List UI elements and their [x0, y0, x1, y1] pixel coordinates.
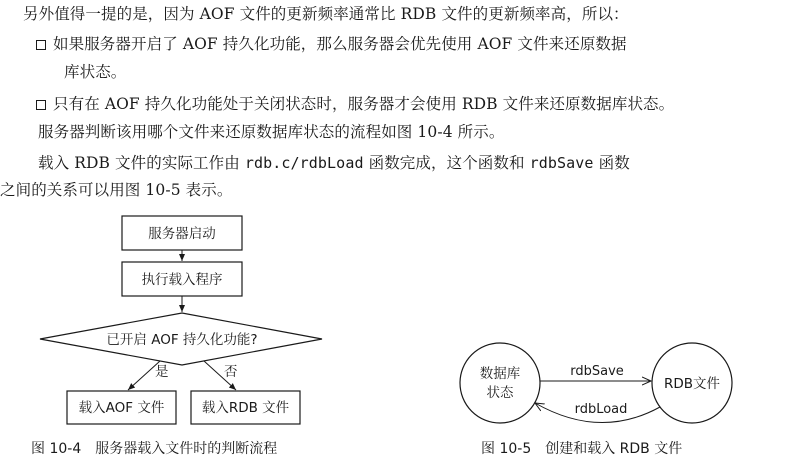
bullet-1-continuation: 库状态。	[64, 63, 127, 81]
flow-decision-label: 已开启 AOF 持久化功能?	[106, 332, 258, 348]
load-text-3: 函数	[593, 154, 630, 172]
edge-rdbload-label: rdbLoad	[574, 402, 628, 417]
figure-10-5-caption: 图 10-5 创建和载入 RDB 文件	[481, 441, 683, 457]
edge-rdbsave-label: rdbSave	[570, 364, 624, 379]
node-db-state	[460, 343, 540, 423]
flow-exec-label: 执行载入程序	[141, 272, 223, 288]
bullet-1-text: 如果服务器开启了 AOF 持久化功能，那么服务器会优先使用 AOF 文件来还原数据	[53, 35, 627, 53]
figure-10-4	[40, 216, 322, 424]
paragraph-load-line2: 之间的关系可以用图 10-5 表示。	[0, 181, 233, 199]
code-rdbsave: rdbSave	[529, 154, 594, 172]
load-text-2: 函数完成，这个函数和	[363, 154, 530, 172]
node-rdb-label: RDB文件	[663, 376, 721, 392]
paragraph-flow-ref: 服务器判断该用哪个文件来还原数据库状态的流程如图 10-4 所示。	[38, 123, 505, 141]
paragraph-intro: 另外值得一提的是，因为 AOF 文件的更新频率通常比 RDB 文件的更新频率高，所以：	[23, 5, 629, 23]
node-db-label-2: 状态	[486, 385, 514, 401]
flow-no-label: 否	[224, 364, 238, 380]
load-text-1: 载入 RDB 文件的实际工作由	[38, 154, 245, 172]
bullet-2-text: 只有在 AOF 持久化功能处于关闭状态时，服务器才会使用 RDB 文件来还原数据库状态。	[53, 95, 675, 113]
flow-load-rdb-label: 载入RDB 文件	[201, 400, 290, 416]
figure-10-5	[460, 343, 732, 423]
flow-load-aof-label: 载入AOF 文件	[78, 400, 165, 416]
code-rdbload: rdb.c/rdbLoad	[244, 154, 364, 172]
node-db-label-1: 数据库	[479, 366, 521, 382]
flow-start-label: 服务器启动	[148, 226, 216, 242]
flow-yes-label: 是	[155, 364, 169, 380]
figure-10-4-caption: 图 10-4 服务器载入文件时的判断流程	[31, 441, 278, 457]
